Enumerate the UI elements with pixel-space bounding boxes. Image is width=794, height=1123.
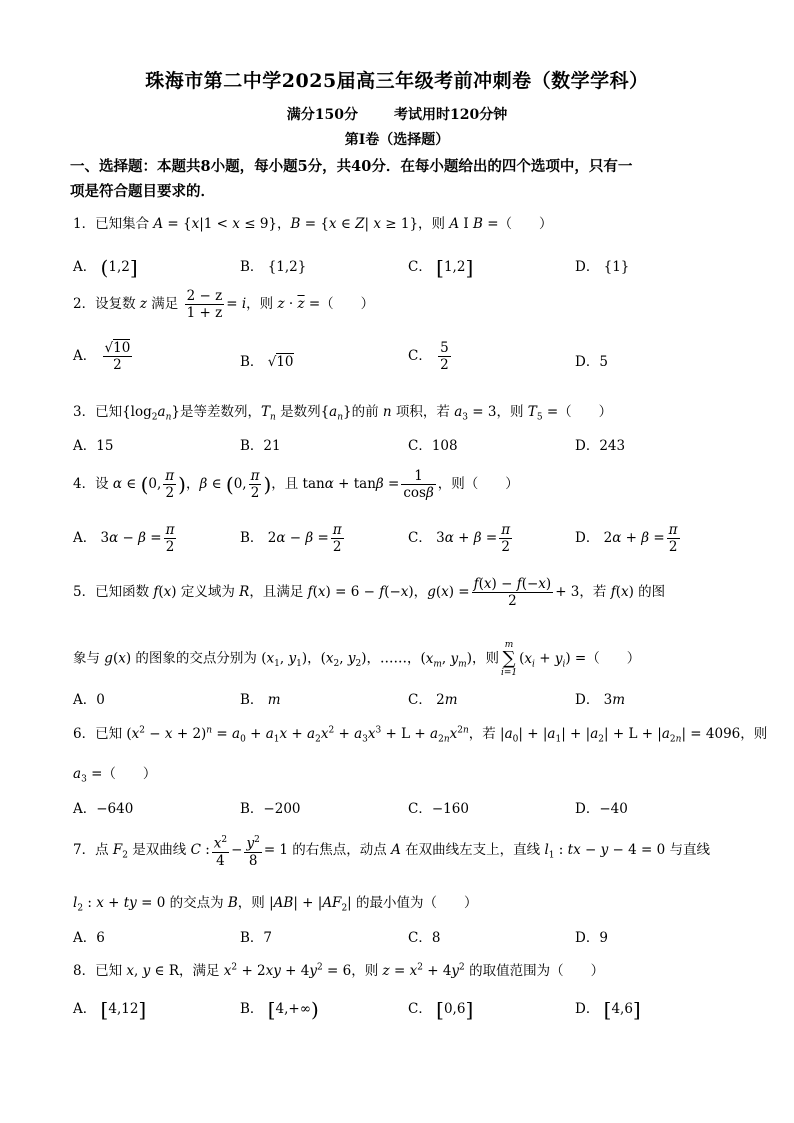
option-a[interactable]: A． (1,2] [73,255,138,280]
option-c[interactable]: C． [1,2] [408,255,474,280]
option-a[interactable]: A．0 [73,692,105,708]
option-c[interactable]: C． 2m [408,692,458,708]
option-b[interactable]: B． 2α − β = $\frac{\pi}{2}$ [240,522,342,555]
option-b[interactable]: B． {1,2} [240,259,307,275]
option-d[interactable]: D．9 [575,930,608,946]
time-limit: 考试用时120分钟 [394,107,508,123]
instructions-line-1: 一、选择题：本题共8小题，每小题5分，共40分．在每小题给出的四个选项中，只有一 [70,158,633,175]
question-5-line-2: 象与 g(x) 的图象的交点分别为 ($x_1$, $y_1$)，($x_2$, $y_2$)，……，($x_m$, $y_m$)，则 m ∑ i=1 $(x_i + y_i)$ =（ ） [73,640,641,678]
question-4: 4．设 α ∈ (0, $\frac{\pi}{2}$ )，β ∈ (0, $\frac{\pi}{2}$ )，且 tanα + tanβ = $\frac{1}{\cos\beta}$ ，则（ ） [73,468,519,501]
section-title: 第Ⅰ卷（选择题） [344,132,450,148]
option-b[interactable]: B． [4,+∞) [240,997,319,1022]
option-c[interactable]: C． [0,6] [408,997,474,1022]
question-number: 1． [73,216,96,232]
question-7-line-1: 7．点 $F_2$ 是双曲线 C : $\frac{x^2}{4}$ − $\frac{y^2}{8}$ = 1 的右焦点，动点 A 在双曲线左支上，直线 $l_1$ : tx − y − 4 = 0 与直线 [73,832,728,869]
option-d[interactable]: D． 3m [575,692,626,708]
instructions-line-2: 项是符合题目要求的． [70,183,215,200]
question-4-options [73,522,728,555]
option-d[interactable]: D． 2α + β = $\frac{\pi}{2}$ [575,522,678,555]
question-6-line-1: 6．已知 $(x^2 - x + 2)^n = a_0 + a_1x + a_2x^2 + a_3x^3 + L + a_{2n}x^{2n}$，若 $|a_0| + |a_1| + |a_2| + L + |a_{2n}| = 4096$，则 [73,725,768,745]
option-c[interactable]: C． $\frac{5}{2}$ [408,340,449,373]
option-c[interactable]: C．−160 [408,801,469,817]
option-d[interactable]: D．5 [575,354,608,370]
question-8-options [73,997,728,1025]
option-c[interactable]: C．108 [408,438,458,454]
question-6-line-2: $a_3$ =（ ） [73,766,157,785]
option-b[interactable]: B．−200 [240,801,301,817]
question-5-options [73,688,728,716]
question-1: 1．已知集合 A = {x|1 < x ≤ 9}，B = {x ∈ Z| x ≥ 1}，则 A Ι B =（ ） [73,216,553,232]
question-3-options [73,434,728,462]
question-2-options [73,340,728,373]
full-score: 满分150分 [286,107,358,123]
question-2: 2．设复数 z 满足 $\frac{2 - z}{1 + z}$ = i，则 $z \cdot \overline{z}$ =（ ） [73,288,375,321]
option-b[interactable]: B．7 [240,930,273,946]
question-3: 3．已知$\{\log_2a_n\}$是等差数列，$T_n$ 是数列$\{a_n\}$的前 n 项积，若 $a_3 = 3$，则 $T_5$ =（ ） [73,404,613,423]
option-a[interactable]: A．15 [73,438,114,454]
exam-title: 珠海市第二中学2025届高三年级考前冲刺卷（数学学科） [145,70,649,92]
option-a[interactable]: A．−640 [73,801,134,817]
exam-meta [0,104,794,124]
option-a[interactable]: A． [4,12] [73,997,147,1022]
question-7-line-2: $l_2$ : x + ty = 0 的交点为 B，则 $|AB| + |AF_2|$ 的最小值为（ ） [73,895,478,914]
option-b[interactable]: B． m [240,692,281,708]
option-d[interactable]: D．−40 [575,801,628,817]
option-d[interactable]: D． {1} [575,259,630,275]
option-d[interactable]: D． [4,6] [575,997,641,1022]
option-b[interactable]: B． √10 [240,354,294,370]
question-6-options [73,797,728,825]
section-instructions [70,154,730,204]
question-7-options [73,926,728,954]
option-a[interactable]: A． $\frac{√10}{2}$ [73,340,131,373]
option-a[interactable]: A．6 [73,930,105,946]
option-a[interactable]: A． 3α − β = $\frac{\pi}{2}$ [73,522,175,555]
option-b[interactable]: B．21 [240,438,281,454]
question-5-line-1: 5．已知函数 f(x) 定义域为 R，且满足 f(x) = 6 − f(−x)，g(x) = $\frac{f(x) - f(-x)}{2}$ + 3，若 f(x) 的图 [73,576,666,609]
question-1-options [73,255,728,283]
question-8: 8．已知 x, y ∈ R，满足 $x^2 + 2xy + 4y^2 = 6$，则 $z = x^2 + 4y^2$ 的取值范围为（ ） [73,962,605,979]
option-d[interactable]: D．243 [575,438,626,454]
option-c[interactable]: C．8 [408,930,441,946]
option-c[interactable]: C． 3α + β = $\frac{\pi}{2}$ [408,522,511,555]
